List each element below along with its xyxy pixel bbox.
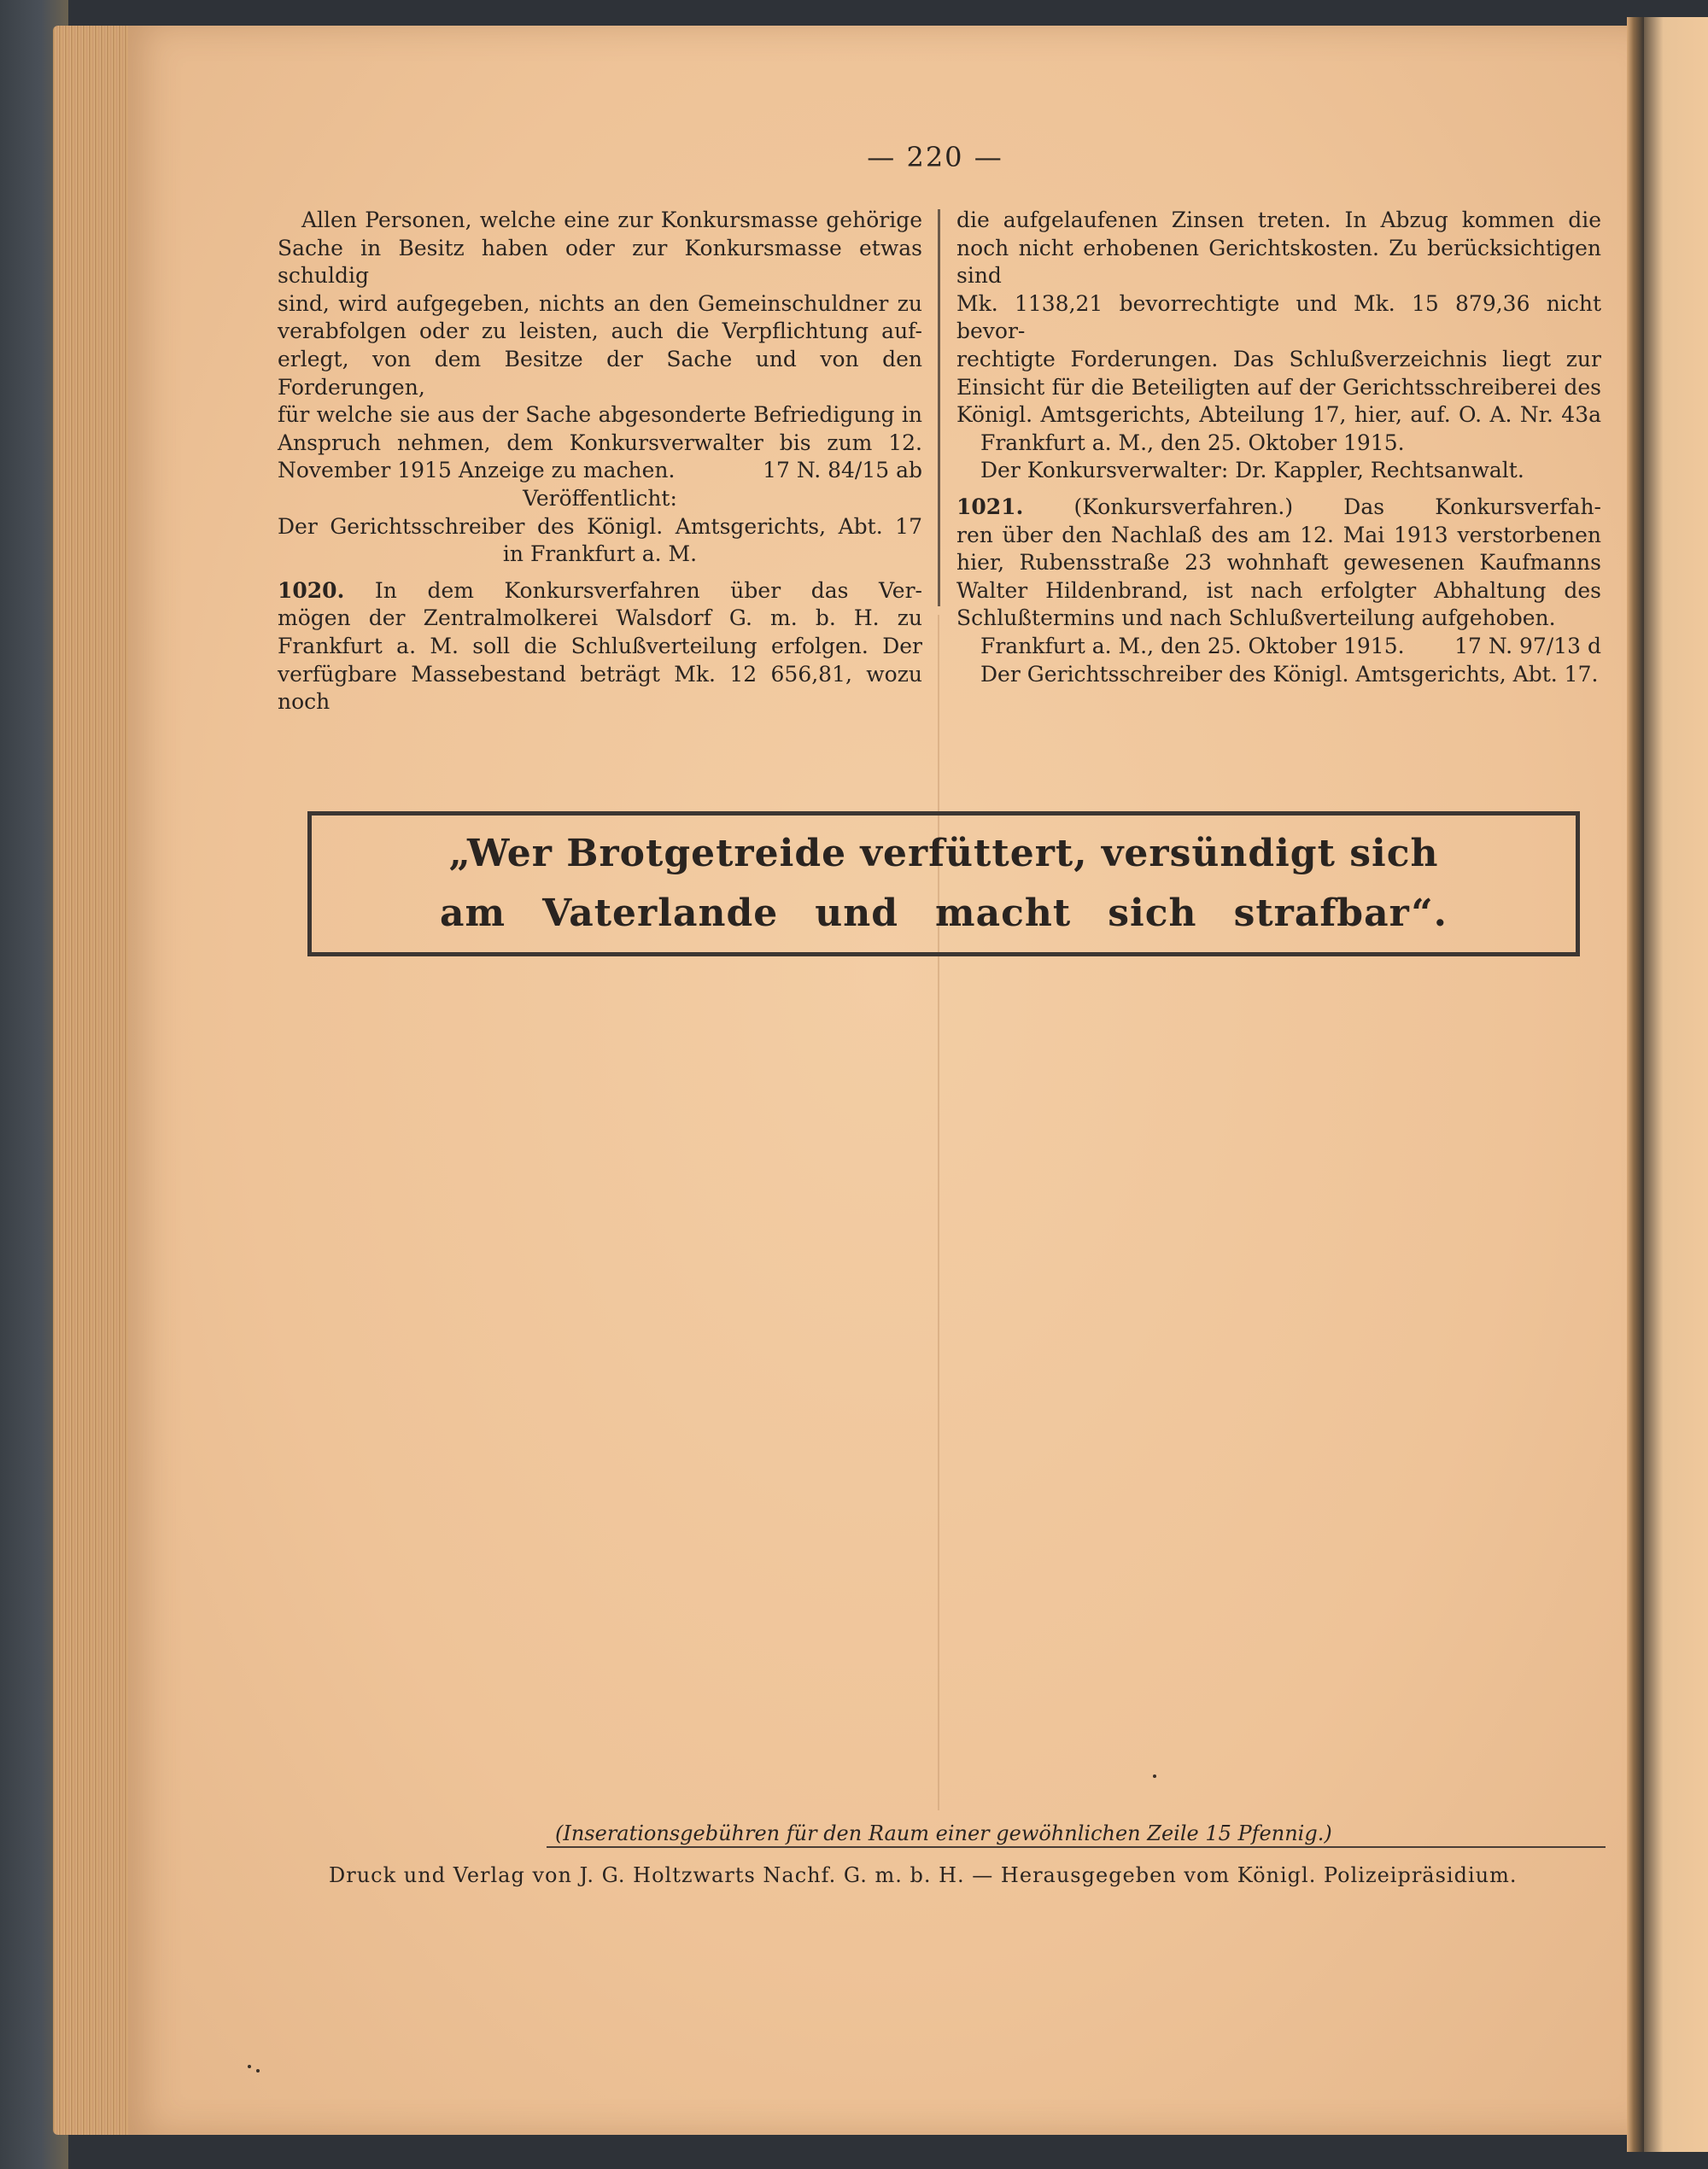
book-gutter xyxy=(1627,17,1644,2152)
entry-text: In dem Konkursverfahren über das Ver- xyxy=(374,577,922,603)
entry-1020-first-line xyxy=(278,577,922,605)
page-stack-edges xyxy=(53,26,138,2135)
continuation-line: Einsicht für die Beteiligten auf der Gerichtsschreiberei des xyxy=(956,374,1601,400)
date-line: Frankfurt a. M., den 25. Oktober 1915. xyxy=(980,633,1405,658)
facing-page-edge xyxy=(1644,17,1708,2152)
fee-note: (Inserationsgebühren für den Raum einer gewöhnlichen Zeile 15 Pfennig.) xyxy=(555,1821,1332,1845)
right-column xyxy=(956,207,1601,688)
entry-1020-line: Frankfurt a. M. soll die Schlußverteilung erfolgen. Der xyxy=(278,633,922,658)
entry-1021-line: hier, Rubensstraße 23 wohnhaft gewesenen Kaufmanns xyxy=(956,550,1601,576)
para1-line: verabfolgen oder zu leisten, auch die Verpflichtung auf- xyxy=(278,319,922,344)
notice-line-2: am Vaterlande und macht sich strafbar“. xyxy=(440,892,1448,935)
entry-1020-line: mögen der Zentralmolkerei Walsdorf G. m. b. H. zu xyxy=(278,605,922,631)
para1-line: Anspruch nehmen, dem Konkursverwalter bis zum 12. xyxy=(278,430,922,455)
show-through-divider xyxy=(938,615,939,1810)
clerk-line: Der Gerichtsschreiber des Königl. Amtsgerichts, Abt. 17. xyxy=(980,661,1599,687)
entry-text: (Konkursverfahren.) Das Konkursverfah- xyxy=(1073,494,1601,519)
entry-number: 1021. xyxy=(956,494,1024,519)
entry-1021-date-row xyxy=(956,633,1601,661)
continuation-line: die aufgelaufenen Zinsen treten. In Abzug kommen die xyxy=(956,208,1601,232)
published-label: Veröffentlicht: xyxy=(523,485,677,511)
para1-line: für welche sie aus der Sache abgesonderte Befriedigung in xyxy=(278,402,922,428)
continuation-line: rechtigte Forderungen. Das Schlußverzeichnis liegt zur xyxy=(956,346,1601,371)
para1-line: Sache in Besitz haben oder zur Konkursmasse etwas schuldig xyxy=(278,235,922,289)
column-divider xyxy=(938,209,940,606)
continuation-line: Königl. Amtsgerichts, Abteilung 17, hier, auf. O. A. Nr. 43a xyxy=(956,402,1601,428)
boxed-notice xyxy=(307,811,1580,956)
notice-line-1: „Wer Brotgetreide verfüttert, versündigt sich xyxy=(448,832,1439,875)
entry-1021-first-line xyxy=(956,494,1601,522)
entry-1021-last-line: Schlußtermins und nach Schlußverteilung aufgehoben. xyxy=(956,605,1556,631)
administrator-signature: Der Konkursverwalter: Dr. Kappler, Rechtsanwalt. xyxy=(980,458,1524,483)
left-column xyxy=(278,207,922,716)
para1-line: Allen Personen, welche eine zur Konkursmasse gehörige xyxy=(301,208,922,232)
para1-last-line xyxy=(278,457,922,485)
ink-speck xyxy=(248,2065,251,2068)
para1-last-text: November 1915 Anzeige zu machen. xyxy=(278,458,676,483)
footer-rule xyxy=(547,1846,1606,1848)
ink-speck xyxy=(256,2069,260,2073)
para1-line: sind, wird aufgegeben, nichts an den Gemeinschuldner zu xyxy=(278,290,922,316)
case-number: 17 N. 84/15 ab xyxy=(763,458,922,483)
clerk-line: Der Gerichtsschreiber des Königl. Amtsgerichts, Abt. 17 xyxy=(278,513,922,539)
case-number: 17 N. 97/13 d xyxy=(1454,633,1601,658)
continuation-line: Mk. 1138,21 bevorrechtigte und Mk. 15 879,36 nicht bevor- xyxy=(956,290,1601,344)
clerk-location: in Frankfurt a. M. xyxy=(502,541,698,567)
continuation-line: noch nicht erhobenen Gerichtskosten. Zu berücksichtigen sind xyxy=(956,235,1601,289)
page-number: — 220 — xyxy=(867,141,1003,173)
imprint-line: Druck und Verlag von J. G. Holtzwarts Nachf. G. m. b. H. — Herausgegeben vom Königl. Polizeipräsidium. xyxy=(329,1863,1518,1887)
ink-speck xyxy=(1153,1774,1156,1778)
para1-line: erlegt, von dem Besitze der Sache und von den Forderungen, xyxy=(278,346,922,400)
date-line: Frankfurt a. M., den 25. Oktober 1915. xyxy=(980,430,1405,455)
entry-1020-line: verfügbare Massebestand beträgt Mk. 12 656,81, wozu noch xyxy=(278,661,922,715)
entry-1021-line: Walter Hildenbrand, ist nach erfolgter Abhaltung des xyxy=(956,577,1601,603)
entry-number: 1020. xyxy=(278,577,345,603)
entry-1021-line: ren über den Nachlaß des am 12. Mai 1913 verstorbenen xyxy=(956,522,1601,547)
